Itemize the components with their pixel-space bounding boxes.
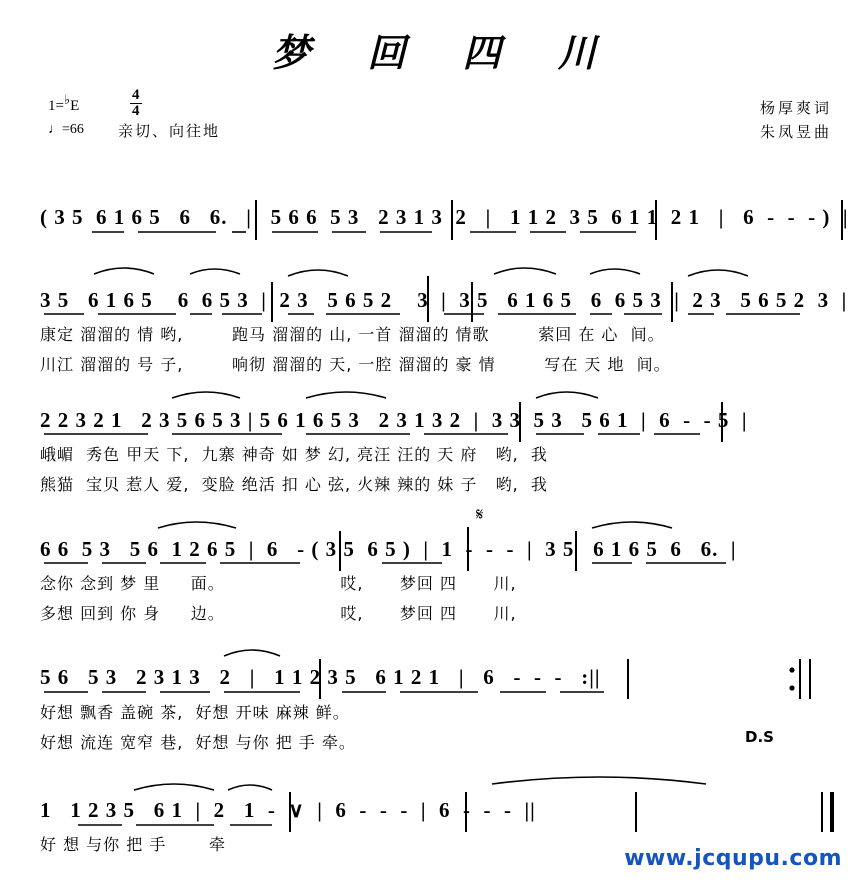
- watermark-url: www.jcqupu.com: [624, 846, 842, 871]
- lyric-row-verse-1: 康定 溜溜的 情 哟, 跑马 溜溜的 山, 一首 溜溜的 情歌 萦回 在 心 间。: [40, 325, 665, 344]
- notes-row: 1 1 2 3 5 6 1 | 2 1 - ∨ | 6 - - - | 6 - - - ||: [40, 798, 536, 822]
- meter-denominator: 4: [132, 103, 140, 119]
- notes-row: ( 3 5 6 1 6 5 6 6. | 5 6 6 5 3 2 3 1 3 2 | 1 1 2 3 5 6 1 1 2 1 | 6 - - - ) |: [40, 205, 849, 229]
- lyric-row-verse-1: 好想 飘香 盖碗 茶, 好想 开味 麻辣 鲜。: [40, 703, 350, 722]
- lyric-row-verse-1: 峨嵋 秀色 甲天 下, 九寨 神奇 如 梦 幻, 亮汪 汪的 天 府 哟, 我: [40, 445, 548, 464]
- notes-row: 3 5 6 1 6 5 6 6 5 3 | 2 3 5 6 5 2 3 | 3 5 6 1 6 5 6 6 5 3 | 2 3 5 6 5 2 3 |: [40, 288, 848, 312]
- composer-credit: 朱凤昱曲: [759, 123, 832, 141]
- key-signature: 1=♭E: [48, 92, 80, 114]
- expression-marking: 亲切、向往地: [118, 122, 221, 140]
- time-signature: [130, 88, 142, 119]
- notes-row: 2 2 3 2 1 2 3 5 6 5 3 | 5 6 1 6 5 3 2 3 1 3 2 | 3 3 5 3 5 6 1 | 6 - - 5 |: [40, 408, 748, 432]
- notes-row: 6 6 5 3 5 6 1 2 6 5 | 6 - ( 3 5 6 5 ) | 1 - - - | 3 5 6 1 6 5 6 6. |: [40, 537, 737, 561]
- notes-row: 5 6 5 3 2 3 1 3 2 | 1 1 2 3 5 6 1 2 1 | 6 - - - :||: [40, 665, 601, 689]
- meter-numerator: 4: [132, 87, 140, 103]
- lyricist-credit: 杨厚爽词: [759, 99, 832, 117]
- lyric-row-verse-2: 多想 回到 你 身 边。 哎, 梦回 四 川,: [40, 604, 517, 623]
- svg-text:𝄋: 𝄋: [476, 505, 484, 525]
- lyric-row-verse-2: 熊猫 宝贝 惹人 爱, 变脸 绝活 扣 心 弦, 火辣 辣的 妹 子 哟, 我: [40, 475, 548, 494]
- lyric-row-verse-1: 念你 念到 梦 里 面。 哎, 梦回 四 川,: [40, 574, 517, 593]
- ds-marking: D.S: [745, 728, 774, 746]
- page-title: 梦 回 四 川: [272, 31, 618, 75]
- credits: [760, 96, 832, 144]
- lyric-row-verse-1: 好 想 与你 把 手 牵: [40, 835, 226, 854]
- tempo-marking: ♩=66: [48, 122, 84, 137]
- lyric-row-verse-2: 川江 溜溜的 号 子, 响彻 溜溜的 天, 一腔 溜溜的 豪 情 写在 天 地 间。: [40, 355, 671, 374]
- lyric-row-verse-2: 好想 流连 宽窄 巷, 好想 与你 把 手 牵。: [40, 733, 356, 752]
